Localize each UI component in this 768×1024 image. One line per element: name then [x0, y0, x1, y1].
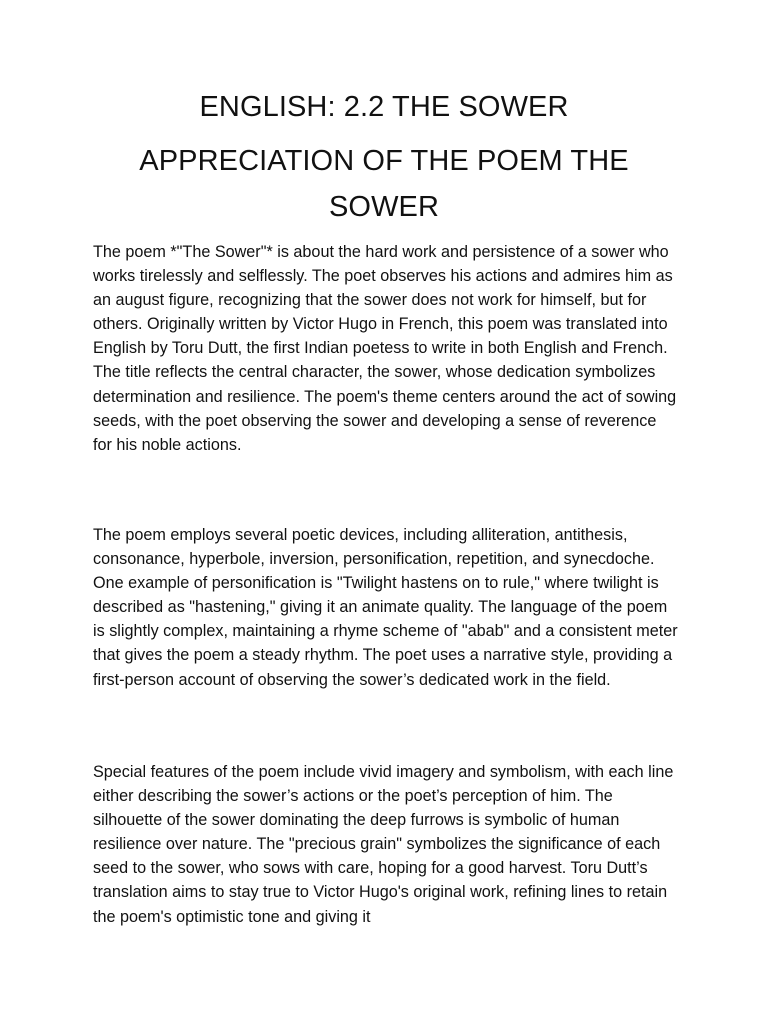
page-title: ENGLISH: 2.2 THE SOWER	[199, 91, 569, 123]
paragraph-special-features: Special features of the poem include vivid imagery and symbolism, with each line either describing the sower’s actions or the poet’s perception of him. The silhouette of the sower dominating the deep furrows is symbolic of human resilience over nature. The "precious grain" symbolizes the significance of each seed to the sower, who sows with care, hoping for a good harvest. Toru Dutt’s translation aims to stay true to Victor Hugo's original work, refining lines to retain the poem's optimistic tone and giving it	[93, 763, 674, 926]
paragraph-poetic-devices: The poem employs several poetic devices, including alliteration, antithesis, consonance, hyperbole, inversion, personification, repetition, and synecdoche. One example of personification is "Twilight hastens on to rule," where twilight is described as "hastening," giving it an animate quality. The language of the poem is slightly complex, maintaining a rhyme scheme of "abab" and a consistent meter that gives the poem a steady rhythm. The poet uses a narrative style, providing a first-person account of observing the sower’s dedicated work in the field.	[93, 526, 678, 689]
page-subtitle: APPRECIATION OF THE POEM THE SOWER	[139, 145, 629, 223]
paragraph-intro: The poem *"The Sower"* is about the hard work and persistence of a sower who works tirelessly and selflessly. The poet observes his actions and admires him as an august figure, recognizing that the sower does not work for himself, but for others. Originally written by Victor Hugo in French, this poem was translated into English by Toru Dutt, the first Indian poetess to write in both English and French. The title reflects the central character, the sower, whose dedication symbolizes determination and resilience. The poem's theme centers around the act of sowing seeds, with the poet observing the sower and developing a sense of reverence for his noble actions.	[93, 243, 677, 454]
